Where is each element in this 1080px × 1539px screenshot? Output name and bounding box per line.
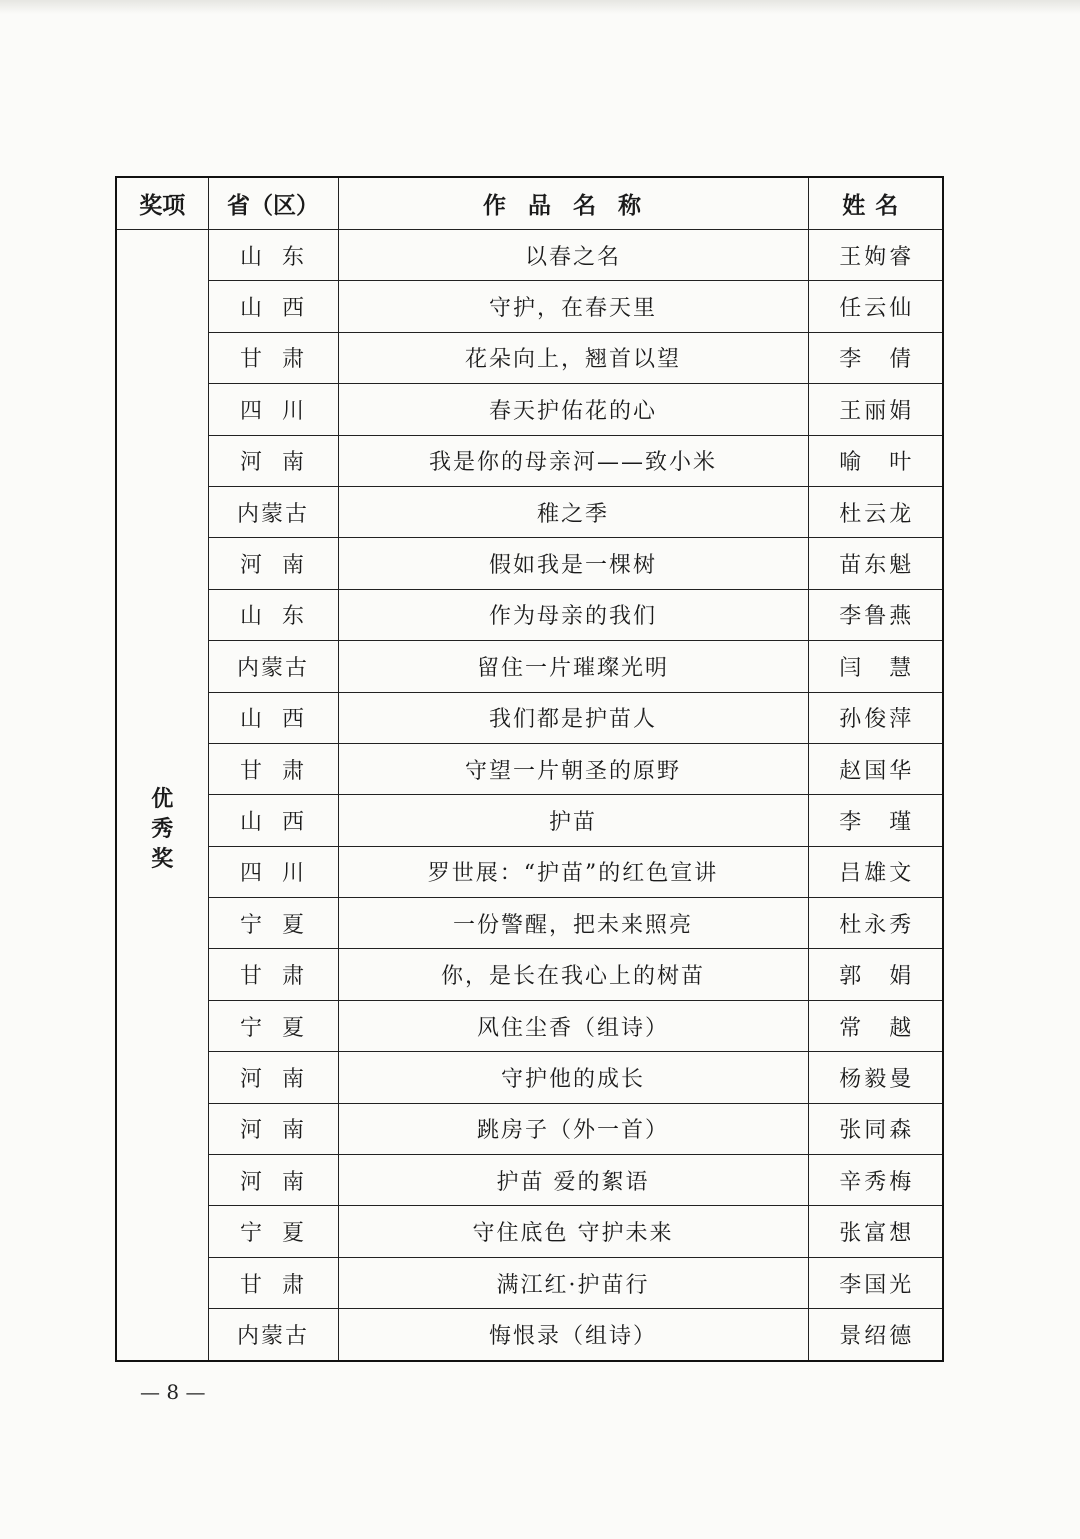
- province-text: 宁 夏: [240, 1015, 306, 1041]
- province-cell: [208, 795, 338, 846]
- table-row: [116, 846, 943, 897]
- province-cell: [208, 1103, 338, 1154]
- author-name: 杨 毅 曼: [839, 1066, 912, 1092]
- province-cell: [208, 898, 338, 949]
- work-title-cell: 留住一片璀璨光明: [338, 641, 808, 692]
- author-cell: [808, 486, 943, 537]
- province-cell: [208, 230, 338, 281]
- author-cell: [808, 949, 943, 1000]
- province-text: 宁 夏: [240, 1221, 306, 1247]
- table-body: [116, 230, 943, 1361]
- author-name: 李 瑾: [839, 809, 912, 835]
- table-row: [116, 1000, 943, 1051]
- province-text: 河 南: [240, 450, 306, 476]
- author-cell: [808, 384, 943, 435]
- work-title-cell: 你，是长在我心上的树苗: [338, 949, 808, 1000]
- province-text: 甘 肃: [240, 1272, 306, 1298]
- author-name: 景 绍 德: [839, 1323, 912, 1349]
- work-title-cell: 守望一片朝圣的原野: [338, 743, 808, 794]
- table-row: [116, 898, 943, 949]
- author-cell: [808, 1155, 943, 1206]
- author-cell: [808, 795, 943, 846]
- author-name: 常 越: [839, 1015, 912, 1041]
- author-name: 吕 雄 文: [839, 861, 912, 887]
- province-text: 河 南: [240, 1169, 306, 1195]
- author-cell: [808, 846, 943, 897]
- table-row: [116, 384, 943, 435]
- author-name: 闫 慧: [839, 655, 912, 681]
- author-name: 赵 国 华: [839, 758, 912, 784]
- province-text: 内 蒙 古: [237, 655, 310, 681]
- table-row: [116, 1257, 943, 1308]
- table-row: [116, 692, 943, 743]
- work-title-cell: 假如我是一棵树: [338, 538, 808, 589]
- page-edge-shadow: [0, 0, 1080, 14]
- work-title-cell: 稚之季: [338, 486, 808, 537]
- province-cell: [208, 1257, 338, 1308]
- table-row: [116, 1206, 943, 1257]
- province-cell: [208, 332, 338, 383]
- work-title-cell: 满江红·护苗行: [338, 1257, 808, 1308]
- work-title-cell: 悔恨录（组诗）: [338, 1309, 808, 1361]
- province-text: 四 川: [240, 861, 306, 887]
- province-text: 山 东: [240, 604, 306, 630]
- work-title-cell: 守住底色 守护未来: [338, 1206, 808, 1257]
- header-author: 姓名: [808, 177, 943, 230]
- author-cell: [808, 538, 943, 589]
- author-name: 辛 秀 梅: [839, 1169, 912, 1195]
- province-text: 河 南: [240, 1118, 306, 1144]
- author-cell: [808, 332, 943, 383]
- author-cell: [808, 692, 943, 743]
- work-title-cell: 我们都是护苗人: [338, 692, 808, 743]
- header-work-title: 作品名称: [338, 177, 808, 230]
- author-cell: [808, 1206, 943, 1257]
- province-cell: [208, 384, 338, 435]
- table-row: [116, 486, 943, 537]
- author-cell: [808, 743, 943, 794]
- province-text: 甘 肃: [240, 758, 306, 784]
- page-number: — 8 —: [140, 1380, 206, 1404]
- table-row: [116, 1103, 943, 1154]
- province-text: 四 川: [240, 398, 306, 424]
- author-cell: [808, 1309, 943, 1361]
- work-title-cell: 花朵向上，翘首以望: [338, 332, 808, 383]
- province-cell: [208, 589, 338, 640]
- author-cell: [808, 589, 943, 640]
- award-list-table: [115, 176, 944, 1362]
- author-name: 张 富 想: [839, 1221, 912, 1247]
- work-title-cell: 作为母亲的我们: [338, 589, 808, 640]
- author-cell: [808, 898, 943, 949]
- province-text: 内 蒙 古: [237, 1323, 310, 1349]
- author-name: 孙 俊 萍: [839, 707, 912, 733]
- author-cell: [808, 435, 943, 486]
- work-title-cell: 守护他的成长: [338, 1052, 808, 1103]
- table-row: [116, 435, 943, 486]
- province-text: 河 南: [240, 553, 306, 579]
- award-category-label: 优秀奖: [151, 786, 174, 872]
- header-province: 省（区）: [208, 177, 338, 230]
- author-cell: [808, 641, 943, 692]
- province-cell: [208, 281, 338, 332]
- table-row: [116, 1309, 943, 1361]
- province-cell: [208, 641, 338, 692]
- author-cell: [808, 1000, 943, 1051]
- author-name: 郭 娟: [839, 964, 912, 990]
- table-row: [116, 1052, 943, 1103]
- work-title-cell: 春天护佑花的心: [338, 384, 808, 435]
- work-title-cell: 护苗: [338, 795, 808, 846]
- province-cell: [208, 1052, 338, 1103]
- province-cell: [208, 846, 338, 897]
- table-row: [116, 230, 943, 281]
- province-cell: [208, 1206, 338, 1257]
- author-name: 任 云 仙: [839, 296, 912, 322]
- province-text: 山 东: [240, 244, 306, 270]
- work-title-cell: 以春之名: [338, 230, 808, 281]
- province-text: 山 西: [240, 296, 306, 322]
- province-cell: [208, 743, 338, 794]
- author-cell: [808, 1052, 943, 1103]
- author-name: 喻 叶: [839, 450, 912, 476]
- table-header-row: [116, 177, 943, 230]
- author-cell: [808, 230, 943, 281]
- author-cell: [808, 1103, 943, 1154]
- table-row: [116, 949, 943, 1000]
- author-name: 苗 东 魁: [839, 553, 912, 579]
- province-text: 内 蒙 古: [237, 501, 310, 527]
- author-name: 杜 云 龙: [839, 501, 912, 527]
- work-title-cell: 罗世展：“护苗”的红色宣讲: [338, 846, 808, 897]
- province-text: 山 西: [240, 707, 306, 733]
- author-name: 李 倩: [839, 347, 912, 373]
- province-cell: [208, 1309, 338, 1361]
- province-text: 甘 肃: [240, 964, 306, 990]
- author-name: 杜 永 秀: [839, 912, 912, 938]
- work-title-cell: 守护，在春天里: [338, 281, 808, 332]
- author-name: 王 丽 娟: [839, 398, 912, 424]
- author-name: 张 同 森: [839, 1118, 912, 1144]
- table-row: [116, 641, 943, 692]
- province-text: 甘 肃: [240, 347, 306, 373]
- province-cell: [208, 1000, 338, 1051]
- header-award: 奖项: [116, 177, 208, 230]
- table-row: [116, 795, 943, 846]
- author-cell: [808, 1257, 943, 1308]
- province-cell: [208, 486, 338, 537]
- province-cell: [208, 949, 338, 1000]
- author-name: 王 姁 睿: [839, 244, 912, 270]
- province-cell: [208, 538, 338, 589]
- work-title-cell: 一份警醒，把未来照亮: [338, 898, 808, 949]
- work-title-cell: 护苗 爱的絮语: [338, 1155, 808, 1206]
- province-cell: [208, 692, 338, 743]
- province-text: 宁 夏: [240, 912, 306, 938]
- province-cell: [208, 1155, 338, 1206]
- table-row: [116, 589, 943, 640]
- table-row: [116, 281, 943, 332]
- table-row: [116, 1155, 943, 1206]
- province-text: 山 西: [240, 809, 306, 835]
- author-cell: [808, 281, 943, 332]
- work-title-cell: 我是你的母亲河——致小米: [338, 435, 808, 486]
- table-row: [116, 743, 943, 794]
- author-name: 李 国 光: [839, 1272, 912, 1298]
- author-name: 李 鲁 燕: [839, 604, 912, 630]
- work-title-cell: 跳房子（外一首）: [338, 1103, 808, 1154]
- province-text: 河 南: [240, 1066, 306, 1092]
- work-title-cell: 风住尘香（组诗）: [338, 1000, 808, 1051]
- table-row: [116, 332, 943, 383]
- province-cell: [208, 435, 338, 486]
- award-category-cell: [116, 230, 208, 1361]
- table-row: [116, 538, 943, 589]
